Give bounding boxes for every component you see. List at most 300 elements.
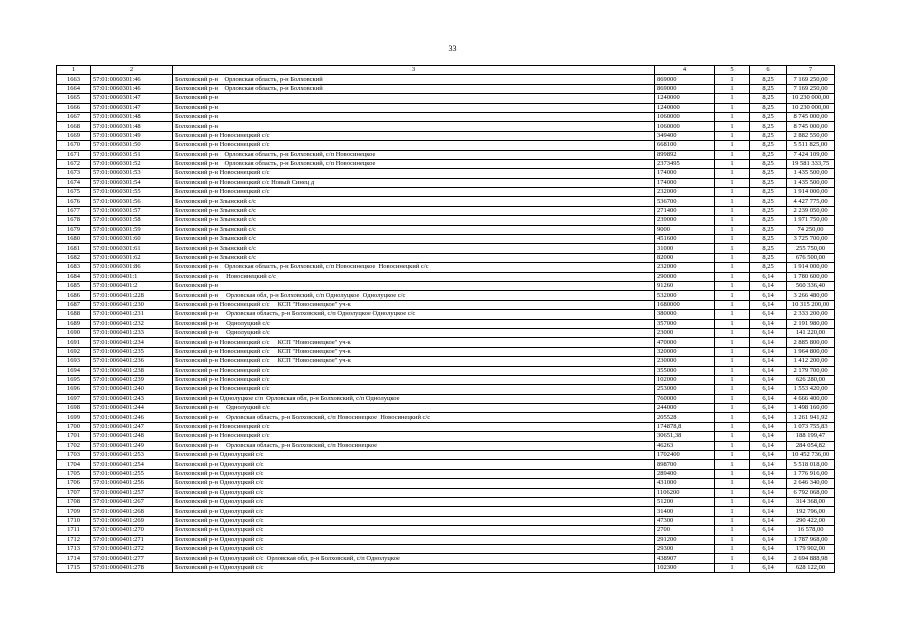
value-cell: 6 792 068,00 [787, 488, 835, 497]
cadastral-number-cell: 57:01:0060301:49 [91, 131, 173, 140]
table-row [57, 413, 835, 422]
row-number-cell: 1686 [57, 291, 91, 300]
count-cell: 1 [715, 451, 750, 460]
cadastral-number-cell: 57:01:0060301:57 [91, 206, 173, 215]
cadastral-number-cell: 57:01:0060401:2 [91, 281, 173, 290]
address-cell: Болховский р-н Однолуцкий с/с [173, 516, 655, 525]
cadastral-number-cell: 57:01:0060301:46 [91, 84, 173, 93]
rate-cell: 8,25 [750, 216, 787, 225]
row-number-cell: 1687 [57, 300, 91, 309]
value-cell: 141 220,00 [787, 328, 835, 337]
count-cell: 1 [715, 544, 750, 553]
address-cell: Болховский р-н Злынский с/с [173, 244, 655, 253]
address-cell: Болховский р-н Орловская область, р-н Болховский, с/п Новосинецкое [173, 441, 655, 450]
row-number-cell: 1694 [57, 366, 91, 375]
row-number-cell: 1702 [57, 441, 91, 450]
row-number-cell: 1685 [57, 281, 91, 290]
area-cell: 357000 [655, 319, 715, 328]
area-cell: 1060000 [655, 122, 715, 131]
value-cell: 5 518 018,00 [787, 460, 835, 469]
cadastral-number-cell: 57:01:0060301:60 [91, 235, 173, 244]
table-row [57, 441, 835, 450]
area-cell: 470000 [655, 338, 715, 347]
table-row [57, 460, 835, 469]
table-row [57, 319, 835, 328]
row-number-cell: 1712 [57, 535, 91, 544]
row-number-cell: 1710 [57, 516, 91, 525]
table-row [57, 216, 835, 225]
cadastral-number-cell: 57:01:0060401:233 [91, 328, 173, 337]
cadastral-number-cell: 57:01:0060401:268 [91, 507, 173, 516]
cadastral-number-cell: 57:01:0060301:50 [91, 141, 173, 150]
cadastral-number-cell: 57:01:0060301:58 [91, 216, 173, 225]
value-cell: 4 427 775,00 [787, 197, 835, 206]
value-cell: 188 199,47 [787, 432, 835, 441]
area-cell: 232000 [655, 188, 715, 197]
column-header: 3 [173, 66, 655, 75]
cadastral-number-cell: 57:01:0060301:52 [91, 159, 173, 168]
rate-cell: 6,14 [750, 328, 787, 337]
cadastral-number-cell: 57:01:0060301:48 [91, 122, 173, 131]
cadastral-number-cell: 57:01:0060401:244 [91, 404, 173, 413]
area-cell: 431000 [655, 479, 715, 488]
rate-cell: 6,14 [750, 291, 787, 300]
value-cell: 10 230 000,00 [787, 103, 835, 112]
area-cell: 760000 [655, 394, 715, 403]
address-cell: Болховский р-н Новосинецкий с/с [173, 169, 655, 178]
table-row [57, 225, 835, 234]
row-number-cell: 1705 [57, 469, 91, 478]
cadastral-number-cell: 57:01:0060401:234 [91, 338, 173, 347]
table-row [57, 479, 835, 488]
rate-cell: 6,14 [750, 272, 787, 281]
address-cell: Болховский р-н [173, 281, 655, 290]
area-cell: 291200 [655, 535, 715, 544]
row-number-cell: 1681 [57, 244, 91, 253]
row-number-cell: 1672 [57, 159, 91, 168]
cadastral-number-cell: 57:01:0060301:54 [91, 178, 173, 187]
area-cell: 320000 [655, 347, 715, 356]
count-cell: 1 [715, 84, 750, 93]
cadastral-number-cell: 57:01:0060401:270 [91, 526, 173, 535]
table-row [57, 375, 835, 384]
address-cell: Болховский р-н Однолуцкий с/с [173, 563, 655, 572]
rate-cell: 6,14 [750, 563, 787, 572]
row-number-cell: 1668 [57, 122, 91, 131]
address-cell: Болховский р-н Однолуцкий с/с [173, 451, 655, 460]
count-cell: 1 [715, 507, 750, 516]
rate-cell: 6,14 [750, 507, 787, 516]
rate-cell: 6,14 [750, 516, 787, 525]
cadastral-number-cell: 57:01:0060401:272 [91, 544, 173, 553]
area-cell: 253000 [655, 385, 715, 394]
table-row [57, 404, 835, 413]
table-row [57, 366, 835, 375]
cadastral-number-cell: 57:01:0060401:1 [91, 272, 173, 281]
table-row [57, 159, 835, 168]
cadastral-number-cell: 57:01:0060401:235 [91, 347, 173, 356]
count-cell: 1 [715, 159, 750, 168]
address-cell: Болховский р-н [173, 122, 655, 131]
rate-cell: 6,14 [750, 385, 787, 394]
cadastral-number-cell: 57:01:0060301:55 [91, 188, 173, 197]
cadastral-number-cell: 57:01:0060401:255 [91, 469, 173, 478]
count-cell: 1 [715, 225, 750, 234]
cadastral-number-cell: 57:01:0060401:243 [91, 394, 173, 403]
value-cell: 626 280,00 [787, 375, 835, 384]
row-number-cell: 1692 [57, 347, 91, 356]
row-number-cell: 1707 [57, 488, 91, 497]
value-cell: 1 073 755,83 [787, 422, 835, 431]
row-number-cell: 1673 [57, 169, 91, 178]
count-cell: 1 [715, 357, 750, 366]
rate-cell: 6,14 [750, 375, 787, 384]
address-cell: Болховский р-н Орловская обл, р-н Болховский, с/п Однолуцкое Однолуцкое с/с [173, 291, 655, 300]
count-cell: 1 [715, 319, 750, 328]
address-cell: Болховский р-н Новосинецкий с/с [173, 272, 655, 281]
table-row [57, 169, 835, 178]
table-row [57, 188, 835, 197]
cadastral-number-cell: 57:01:0060401:231 [91, 310, 173, 319]
value-cell: 1 964 800,00 [787, 347, 835, 356]
count-cell: 1 [715, 150, 750, 159]
area-cell: 1702400 [655, 451, 715, 460]
address-cell: Болховский р-н Новосинецкий с/с Новый Синец д [173, 178, 655, 187]
address-cell: Болховский р-н Орловская область, р-н Болховский, с/п Новосинецкое [173, 150, 655, 159]
value-cell: 16 578,00 [787, 526, 835, 535]
address-cell: Болховский р-н [173, 103, 655, 112]
value-cell: 3 266 480,00 [787, 291, 835, 300]
table-row [57, 385, 835, 394]
table-row [57, 310, 835, 319]
rate-cell: 8,25 [750, 178, 787, 187]
table-row [57, 394, 835, 403]
area-cell: 451600 [655, 235, 715, 244]
value-cell: 19 581 333,75 [787, 159, 835, 168]
rate-cell: 8,25 [750, 263, 787, 272]
count-cell: 1 [715, 178, 750, 187]
address-cell: Болховский р-н Злынский с/с [173, 235, 655, 244]
area-cell: 205528 [655, 413, 715, 422]
address-cell: Болховский р-н Однолуцкий с/с [173, 535, 655, 544]
rate-cell: 6,14 [750, 338, 787, 347]
cadastral-number-cell: 57:01:0060401:228 [91, 291, 173, 300]
value-cell: 1 780 600,00 [787, 272, 835, 281]
value-cell: 314 368,00 [787, 497, 835, 506]
cadastral-number-cell: 57:01:0060401:254 [91, 460, 173, 469]
row-number-cell: 1691 [57, 338, 91, 347]
cadastral-number-cell: 57:01:0060301:61 [91, 244, 173, 253]
area-cell: 532000 [655, 291, 715, 300]
column-header: 7 [787, 66, 835, 75]
address-cell: Болховский р-н Новосинецкий с/с [173, 131, 655, 140]
area-cell: 174000 [655, 169, 715, 178]
row-number-cell: 1671 [57, 150, 91, 159]
address-cell: Болховский р-н Орловская область, р-н Болховский [173, 84, 655, 93]
address-cell: Болховский р-н [173, 112, 655, 121]
cadastral-number-cell: 57:01:0060301:47 [91, 103, 173, 112]
table-row [57, 526, 835, 535]
table-row [57, 263, 835, 272]
cadastral-number-cell: 57:01:0060401:271 [91, 535, 173, 544]
count-cell: 1 [715, 328, 750, 337]
rate-cell: 8,25 [750, 235, 787, 244]
rate-cell: 8,25 [750, 122, 787, 131]
count-cell: 1 [715, 188, 750, 197]
rate-cell: 8,25 [750, 84, 787, 93]
count-cell: 1 [715, 244, 750, 253]
rate-cell: 6,14 [750, 479, 787, 488]
value-cell: 1 498 160,00 [787, 404, 835, 413]
table-row [57, 300, 835, 309]
address-cell: Болховский р-н Однолуцкий с/с Орловская обл, р-н Болховский, с/п Однолуцкое [173, 554, 655, 563]
area-cell: 9000 [655, 225, 715, 234]
area-cell: 46263 [655, 441, 715, 450]
table-row [57, 103, 835, 112]
address-cell: Болховский р-н Новосинецкий с/с [173, 375, 655, 384]
area-cell: 438907 [655, 554, 715, 563]
table-row [57, 563, 835, 572]
table-row [57, 272, 835, 281]
value-cell: 255 750,00 [787, 244, 835, 253]
table-row [57, 131, 835, 140]
value-cell: 628 122,00 [787, 563, 835, 572]
address-cell: Болховский р-н Однолуцкий с/с [173, 526, 655, 535]
count-cell: 1 [715, 235, 750, 244]
count-cell: 1 [715, 131, 750, 140]
area-cell: 271400 [655, 206, 715, 215]
value-cell: 2 179 700,00 [787, 366, 835, 375]
cadastral-number-cell: 57:01:0060301:62 [91, 253, 173, 262]
cadastral-number-cell: 57:01:0060401:248 [91, 432, 173, 441]
row-number-cell: 1669 [57, 131, 91, 140]
address-cell: Болховский р-н Однолуцкий с/с [173, 328, 655, 337]
area-cell: 869000 [655, 75, 715, 84]
table-row [57, 281, 835, 290]
row-number-cell: 1674 [57, 178, 91, 187]
value-cell: 676 500,00 [787, 253, 835, 262]
row-number-cell: 1664 [57, 84, 91, 93]
address-cell: Болховский р-н Злынский с/с [173, 197, 655, 206]
rate-cell: 6,14 [750, 451, 787, 460]
cadastral-number-cell: 57:01:0060401:247 [91, 422, 173, 431]
table-row [57, 328, 835, 337]
value-cell: 1 787 968,00 [787, 535, 835, 544]
area-cell: 1680000 [655, 300, 715, 309]
area-cell: 2373495 [655, 159, 715, 168]
address-cell: Болховский р-н Новосинецкий с/с КСП "Новосинецкое" уч-к [173, 300, 655, 309]
value-cell: 284 054,82 [787, 441, 835, 450]
rate-cell: 6,14 [750, 281, 787, 290]
row-number-cell: 1714 [57, 554, 91, 563]
table-row [57, 507, 835, 516]
cadastral-number-cell: 57:01:0060301:53 [91, 169, 173, 178]
value-cell: 192 796,00 [787, 507, 835, 516]
rate-cell: 8,25 [750, 169, 787, 178]
area-cell: 82000 [655, 253, 715, 262]
address-cell: Болховский р-н Орловская область, р-н Болховский [173, 75, 655, 84]
address-cell: Болховский р-н Новосинецкий с/с [173, 188, 655, 197]
count-cell: 1 [715, 563, 750, 572]
rate-cell: 6,14 [750, 526, 787, 535]
rate-cell: 8,25 [750, 159, 787, 168]
area-cell: 102000 [655, 375, 715, 384]
address-cell: Болховский р-н Орловская область, р-н Болховский, с/п Новосинецкое [173, 159, 655, 168]
area-cell: 174878,8 [655, 422, 715, 431]
address-cell: Болховский р-н Однолуцкий с/с [173, 544, 655, 553]
count-cell: 1 [715, 281, 750, 290]
value-cell: 1 435 500,00 [787, 169, 835, 178]
address-cell: Болховский р-н Злынский с/с [173, 225, 655, 234]
area-cell: 2700 [655, 526, 715, 535]
address-cell: Болховский р-н Новосинецкий с/с [173, 432, 655, 441]
rate-cell: 6,14 [750, 535, 787, 544]
row-number-cell: 1711 [57, 526, 91, 535]
area-cell: 536700 [655, 197, 715, 206]
rate-cell: 8,25 [750, 150, 787, 159]
row-number-cell: 1665 [57, 94, 91, 103]
count-cell: 1 [715, 103, 750, 112]
cadastral-number-cell: 57:01:0060401:236 [91, 357, 173, 366]
count-cell: 1 [715, 385, 750, 394]
cadastral-number-cell: 57:01:0060301:47 [91, 94, 173, 103]
count-cell: 1 [715, 526, 750, 535]
table-row [57, 94, 835, 103]
address-cell: Болховский р-н Однолуцкий с/с [173, 488, 655, 497]
area-cell: 23000 [655, 328, 715, 337]
cadastral-number-cell: 57:01:0060301:86 [91, 263, 173, 272]
cadastral-number-cell: 57:01:0060401:249 [91, 441, 173, 450]
cadastral-number-cell: 57:01:0060401:257 [91, 488, 173, 497]
rate-cell: 6,14 [750, 544, 787, 553]
rate-cell: 8,25 [750, 75, 787, 84]
address-cell: Болховский р-н Орловская область, р-н Болховский, с/п Новосинецкое Новосинецкий с/с [173, 413, 655, 422]
rate-cell: 8,25 [750, 244, 787, 253]
rate-cell: 8,25 [750, 253, 787, 262]
count-cell: 1 [715, 300, 750, 309]
value-cell: 2 882 550,00 [787, 131, 835, 140]
cadastral-number-cell: 57:01:0060401:240 [91, 385, 173, 394]
area-cell: 289400 [655, 469, 715, 478]
address-cell: Болховский р-н Орловская область, р-н Болховский, с/п Новосинецкое Новосинецкий с/с [173, 263, 655, 272]
count-cell: 1 [715, 197, 750, 206]
address-cell: Болховский р-н Злынский с/с [173, 216, 655, 225]
address-cell: Болховский р-н [173, 94, 655, 103]
table-row [57, 244, 835, 253]
cadastral-number-cell: 57:01:0060401:230 [91, 300, 173, 309]
column-header: 5 [715, 66, 750, 75]
table-row [57, 150, 835, 159]
table-row [57, 544, 835, 553]
table-row [57, 253, 835, 262]
rate-cell: 6,14 [750, 460, 787, 469]
address-cell: Болховский р-н Однолуцкий с/с [173, 469, 655, 478]
count-cell: 1 [715, 263, 750, 272]
address-cell: Болховский р-н Однолуцкий с/с [173, 404, 655, 413]
rate-cell: 6,14 [750, 310, 787, 319]
rate-cell: 6,14 [750, 366, 787, 375]
area-cell: 290000 [655, 272, 715, 281]
area-cell: 230000 [655, 357, 715, 366]
row-number-cell: 1689 [57, 319, 91, 328]
area-cell: 1060000 [655, 112, 715, 121]
row-number-cell: 1682 [57, 253, 91, 262]
count-cell: 1 [715, 554, 750, 563]
row-number-cell: 1676 [57, 197, 91, 206]
row-number-cell: 1699 [57, 413, 91, 422]
rate-cell: 6,14 [750, 469, 787, 478]
address-cell: Болховский р-н Новосинецкий с/с КСП "Новосинецкое" уч-к [173, 347, 655, 356]
row-number-cell: 1709 [57, 507, 91, 516]
value-cell: 10 315 200,00 [787, 300, 835, 309]
count-cell: 1 [715, 422, 750, 431]
rate-cell: 8,25 [750, 206, 787, 215]
area-cell: 91260 [655, 281, 715, 290]
value-cell: 2 333 200,00 [787, 310, 835, 319]
table-row [57, 122, 835, 131]
cadastral-number-cell: 57:01:0060401:246 [91, 413, 173, 422]
cadastral-number-cell: 57:01:0060401:267 [91, 497, 173, 506]
row-number-cell: 1677 [57, 206, 91, 215]
value-cell: 1 914 000,00 [787, 188, 835, 197]
count-cell: 1 [715, 394, 750, 403]
area-cell: 898700 [655, 460, 715, 469]
row-number-cell: 1703 [57, 451, 91, 460]
value-cell: 560 336,40 [787, 281, 835, 290]
cadastral-number-cell: 57:01:0060401:239 [91, 375, 173, 384]
table-row [57, 535, 835, 544]
rate-cell: 6,14 [750, 404, 787, 413]
value-cell: 1 914 000,00 [787, 263, 835, 272]
rate-cell: 6,14 [750, 413, 787, 422]
value-cell: 4 666 400,00 [787, 394, 835, 403]
count-cell: 1 [715, 94, 750, 103]
table-row [57, 197, 835, 206]
address-cell: Болховский р-н Однолуцкое с/п Орловская обл, р-н Болховский, с/п Однолуцкое [173, 394, 655, 403]
count-cell: 1 [715, 216, 750, 225]
table-row [57, 488, 835, 497]
address-cell: Болховский р-н Злынский с/с [173, 206, 655, 215]
row-number-cell: 1679 [57, 225, 91, 234]
table-row [57, 141, 835, 150]
cadastral-number-cell: 57:01:0060401:278 [91, 563, 173, 572]
cadastral-number-cell: 57:01:0060301:48 [91, 112, 173, 121]
count-cell: 1 [715, 112, 750, 121]
cadastral-number-cell: 57:01:0060301:46 [91, 75, 173, 84]
table-row [57, 554, 835, 563]
value-cell: 5 511 825,00 [787, 141, 835, 150]
count-cell: 1 [715, 347, 750, 356]
table-row [57, 432, 835, 441]
count-cell: 1 [715, 206, 750, 215]
table-row [57, 516, 835, 525]
count-cell: 1 [715, 366, 750, 375]
table-row [57, 84, 835, 93]
row-number-cell: 1675 [57, 188, 91, 197]
rate-cell: 8,25 [750, 225, 787, 234]
row-number-cell: 1688 [57, 310, 91, 319]
table-row [57, 235, 835, 244]
table-row [57, 206, 835, 215]
value-cell: 1 435 500,00 [787, 178, 835, 187]
address-cell: Болховский р-н Однолуцкий с/с [173, 479, 655, 488]
rate-cell: 8,25 [750, 188, 787, 197]
cadastral-number-cell: 57:01:0060301:59 [91, 225, 173, 234]
value-cell: 1 553 420,00 [787, 385, 835, 394]
value-cell: 1 776 916,00 [787, 469, 835, 478]
table-row [57, 422, 835, 431]
table-row [57, 338, 835, 347]
